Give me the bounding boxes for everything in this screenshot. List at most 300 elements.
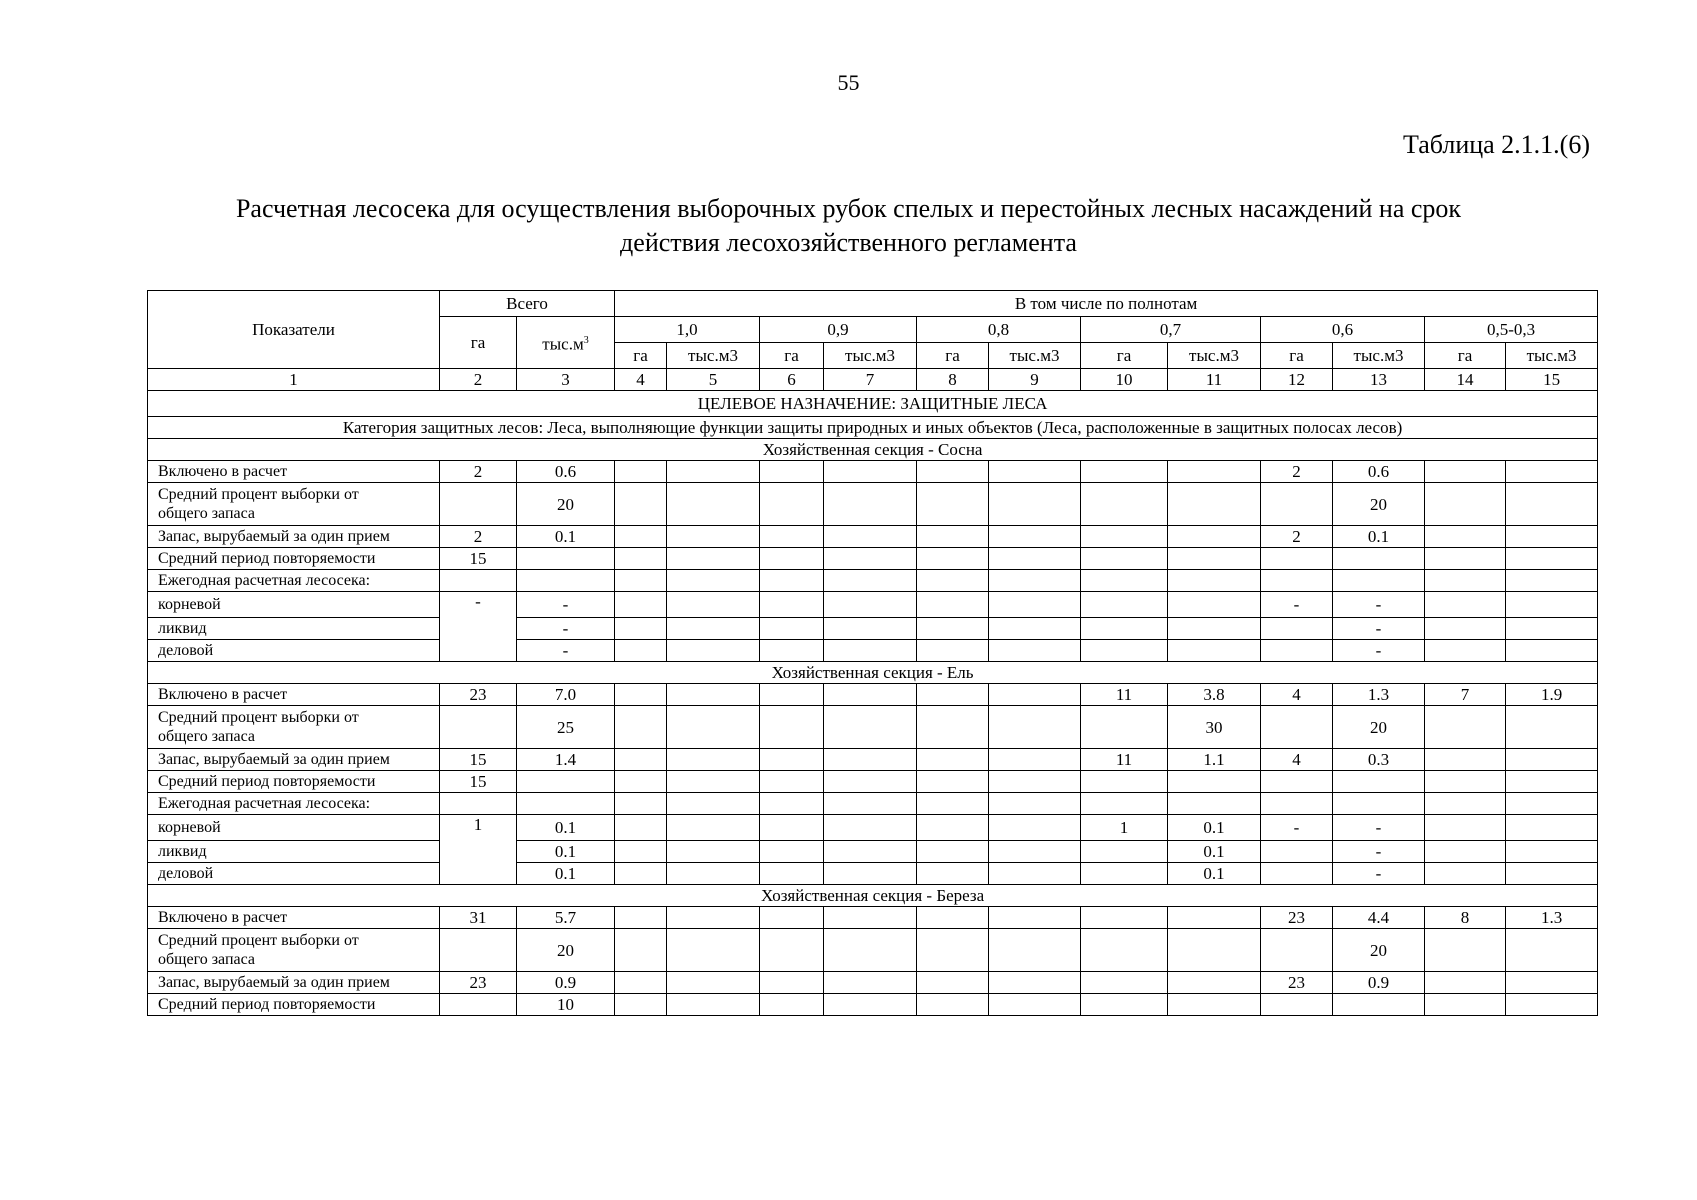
table-cell (667, 526, 760, 548)
table-cell: 0.3 (1333, 749, 1425, 771)
row-label: деловой (148, 640, 440, 662)
table-cell (917, 548, 989, 570)
table-row (148, 461, 1598, 483)
table-cell (1506, 771, 1598, 793)
table-cell (667, 640, 760, 662)
table-cell (615, 994, 667, 1016)
table-cell (667, 929, 760, 972)
table-cell: 0.1 (517, 815, 615, 841)
table-row (148, 863, 1598, 885)
table-cell (1168, 972, 1261, 994)
table-cell (824, 972, 917, 994)
table-cell (917, 994, 989, 1016)
title-line-2: действия лесохозяйственного регламента (620, 228, 1077, 257)
table-cell: 15 (440, 771, 517, 793)
row-label: корневой (148, 815, 440, 841)
table-cell (989, 684, 1081, 706)
density-label: 1,0 (615, 317, 760, 343)
table-cell (760, 570, 824, 592)
table-cell (1261, 706, 1333, 749)
table-cell: 31 (440, 907, 517, 929)
table-cell (824, 771, 917, 793)
table-cell (1506, 863, 1598, 885)
table-cell: - (1333, 841, 1425, 863)
table-cell (1425, 526, 1506, 548)
table-cell: 0.9 (517, 972, 615, 994)
table-row (148, 706, 1598, 749)
table-cell (917, 749, 989, 771)
table-cell (1333, 994, 1425, 1016)
table-cell (615, 706, 667, 749)
table-cell (667, 994, 760, 1016)
table-cell (917, 684, 989, 706)
table-cell (1506, 526, 1598, 548)
table-cell: 23 (440, 972, 517, 994)
table-cell (667, 749, 760, 771)
table-cell (824, 907, 917, 929)
table-cell (1081, 640, 1168, 662)
table-cell: - (1333, 863, 1425, 885)
table-cell: 8 (1425, 907, 1506, 929)
table-cell: 10 (517, 994, 615, 1016)
table-cell (1081, 972, 1168, 994)
table-row (148, 972, 1598, 994)
table-cell (1425, 618, 1506, 640)
row-label (148, 461, 440, 483)
header-total-ha: га (440, 317, 517, 369)
row-label-line: Средний процент выборки от (158, 486, 359, 503)
page-number: 55 (837, 70, 860, 95)
table-cell (1081, 841, 1168, 863)
row-label (148, 929, 440, 972)
row-label-line: Средний период повторяемости (158, 773, 376, 790)
table-cell (1425, 793, 1506, 815)
table-cell (667, 483, 760, 526)
table-cell: 0.1 (517, 841, 615, 863)
table-cell: 7 (1425, 684, 1506, 706)
table-cell (1081, 592, 1168, 618)
unit-ha: га (1081, 343, 1168, 369)
column-number: 9 (989, 369, 1081, 391)
table-cell (615, 684, 667, 706)
row-label (148, 706, 440, 749)
row-label-line: Включено в расчет (158, 463, 288, 480)
section-title: Хозяйственная секция - Сосна (148, 439, 1598, 461)
table-cell: 1 (1081, 815, 1168, 841)
table-cell (440, 929, 517, 972)
table-cell: 0.1 (517, 863, 615, 885)
column-number: 14 (1425, 369, 1506, 391)
table-cell (1333, 771, 1425, 793)
table-cell (760, 640, 824, 662)
table-cell (760, 841, 824, 863)
table-row (148, 793, 1598, 815)
section-row (148, 439, 1598, 461)
unit-ha: га (615, 343, 667, 369)
table-cell: 23 (1261, 972, 1333, 994)
table-cell: 4.4 (1333, 907, 1425, 929)
table-row (148, 640, 1598, 662)
density-label: 0,5-0,3 (1425, 317, 1598, 343)
table-cell (1425, 592, 1506, 618)
density-label: 0,7 (1081, 317, 1261, 343)
row-label-line: общего запаса (158, 505, 255, 522)
table-cell: 1.9 (1506, 684, 1598, 706)
table-cell (760, 929, 824, 972)
table-cell (824, 483, 917, 526)
table-cell (1081, 526, 1168, 548)
table-cell: - (1333, 815, 1425, 841)
table-cell (667, 815, 760, 841)
table-cell (989, 841, 1081, 863)
table-cell: 20 (1333, 483, 1425, 526)
table-cell: 0.9 (1333, 972, 1425, 994)
table-cell (667, 907, 760, 929)
table-cell (1506, 618, 1598, 640)
table-cell (989, 526, 1081, 548)
table-cell: 0.1 (517, 526, 615, 548)
table-cell (517, 570, 615, 592)
table-cell: 25 (517, 706, 615, 749)
row-label (148, 994, 440, 1016)
row-label (148, 483, 440, 526)
table-cell (917, 972, 989, 994)
column-number: 1 (148, 369, 440, 391)
table-cell: 2 (440, 526, 517, 548)
table-cell (760, 706, 824, 749)
table-cell (824, 526, 917, 548)
table-cell: 30 (1168, 706, 1261, 749)
table-cell (1506, 640, 1598, 662)
table-cell (760, 863, 824, 885)
table-cell (989, 929, 1081, 972)
table-cell: - (440, 592, 517, 662)
table-cell: - (517, 640, 615, 662)
table-label: Таблица 2.1.1.(6) (1402, 130, 1590, 159)
table-cell (760, 526, 824, 548)
table-row (148, 618, 1598, 640)
table-cell (824, 863, 917, 885)
table-cell (1168, 570, 1261, 592)
table-cell (917, 483, 989, 526)
table-cell (1168, 618, 1261, 640)
row-label: Ежегодная расчетная лесосека: (148, 570, 440, 592)
unit-ha: га (760, 343, 824, 369)
row-label-line: Средний процент выборки от (158, 932, 359, 949)
table-cell (1261, 570, 1333, 592)
unit-ha: га (917, 343, 989, 369)
title-line-1: Расчетная лесосека для осуществления выборочных рубок спелых и перестойных лесных насаждений на срок (235, 194, 1462, 223)
table-cell: 2 (1261, 461, 1333, 483)
table-cell (667, 548, 760, 570)
table-cell (824, 461, 917, 483)
table-cell (615, 793, 667, 815)
table-row (148, 994, 1598, 1016)
table-cell (615, 570, 667, 592)
table-cell (917, 592, 989, 618)
table-row (148, 907, 1598, 929)
table-cell (1506, 548, 1598, 570)
table-cell (917, 771, 989, 793)
table-cell: - (517, 592, 615, 618)
table-cell (440, 570, 517, 592)
unit-thous-m3: тыс.м3 (667, 343, 760, 369)
table-cell (1168, 548, 1261, 570)
table-cell (760, 994, 824, 1016)
table-row (148, 841, 1598, 863)
table-cell (1081, 618, 1168, 640)
allowable-cut-table (147, 290, 1598, 1016)
table-cell: 15 (440, 548, 517, 570)
table-cell (824, 592, 917, 618)
row-label-line: общего запаса (158, 951, 255, 968)
unit-thous-m3: тыс.м3 (1333, 343, 1425, 369)
section-title: Хозяйственная секция - Ель (148, 662, 1598, 684)
table-cell (760, 618, 824, 640)
table-cell (1506, 994, 1598, 1016)
table-cell (824, 548, 917, 570)
table-row (148, 815, 1598, 841)
table-cell: 1.3 (1333, 684, 1425, 706)
table-cell (824, 706, 917, 749)
table-cell (1506, 483, 1598, 526)
table-cell: 4 (1261, 749, 1333, 771)
table-cell: 1.3 (1506, 907, 1598, 929)
unit-thous-m3: тыс.м3 (824, 343, 917, 369)
table-cell (824, 640, 917, 662)
table-cell (615, 972, 667, 994)
table-cell (760, 483, 824, 526)
table-cell (917, 841, 989, 863)
table-cell (1506, 570, 1598, 592)
table-cell (917, 863, 989, 885)
table-cell (615, 863, 667, 885)
column-number: 15 (1506, 369, 1598, 391)
unit-thous-m3: тыс.м3 (1168, 343, 1261, 369)
table-cell (440, 706, 517, 749)
row-label (148, 972, 440, 994)
table-cell: 1 (440, 815, 517, 885)
table-cell (1333, 548, 1425, 570)
table-cell (1168, 907, 1261, 929)
table-cell (1261, 618, 1333, 640)
table-cell (1261, 863, 1333, 885)
table-cell (760, 592, 824, 618)
table-cell: 11 (1081, 749, 1168, 771)
table-cell (1425, 483, 1506, 526)
table-row (148, 592, 1598, 618)
table-cell: - (1261, 592, 1333, 618)
table-row (148, 570, 1598, 592)
table-cell (1081, 548, 1168, 570)
table-cell (1425, 771, 1506, 793)
table-row (148, 548, 1598, 570)
table-cell: 1.4 (517, 749, 615, 771)
table-cell (989, 907, 1081, 929)
table-cell (1333, 570, 1425, 592)
row-label-line: Средний период повторяемости (158, 996, 376, 1013)
table-cell (1506, 793, 1598, 815)
table-cell (1261, 640, 1333, 662)
table-cell (917, 793, 989, 815)
row-label: ликвид (148, 618, 440, 640)
table-cell (440, 483, 517, 526)
row-label: ликвид (148, 841, 440, 863)
unit-ha: га (1425, 343, 1506, 369)
row-label-line: Запас, вырубаемый за один прием (158, 974, 390, 991)
table-cell (1425, 972, 1506, 994)
row-label (148, 526, 440, 548)
table-cell (1506, 706, 1598, 749)
table-cell: 20 (1333, 706, 1425, 749)
table-row (148, 483, 1598, 526)
table-cell (1081, 483, 1168, 526)
table-cell: 23 (440, 684, 517, 706)
table-cell (1168, 526, 1261, 548)
table-cell (989, 706, 1081, 749)
table-cell: - (1333, 592, 1425, 618)
header-total-thous-m3: $тыс.м^3$ (517, 317, 615, 369)
table-cell (667, 570, 760, 592)
table-cell (989, 640, 1081, 662)
table-cell (989, 815, 1081, 841)
table-cell (824, 618, 917, 640)
table-cell (989, 548, 1081, 570)
table-row (148, 684, 1598, 706)
table-cell (760, 684, 824, 706)
header-by-density: В том числе по полнотам (615, 291, 1598, 317)
table-cell (1168, 483, 1261, 526)
table-cell (667, 618, 760, 640)
table-cell (989, 749, 1081, 771)
table-cell (615, 461, 667, 483)
table-cell: 5.7 (517, 907, 615, 929)
table-cell: 2 (1261, 526, 1333, 548)
table-cell (667, 706, 760, 749)
table-cell (824, 684, 917, 706)
table-cell (824, 749, 917, 771)
table-cell (615, 526, 667, 548)
table-cell (1168, 592, 1261, 618)
purpose-row: ЦЕЛЕВОЕ НАЗНАЧЕНИЕ: ЗАЩИТНЫЕ ЛЕСА (148, 391, 1598, 417)
table-cell (989, 793, 1081, 815)
table-cell: 20 (1333, 929, 1425, 972)
table-cell (615, 841, 667, 863)
table-cell (667, 592, 760, 618)
table-cell: 0.6 (517, 461, 615, 483)
column-number: 10 (1081, 369, 1168, 391)
row-label-line: Включено в расчет (158, 686, 288, 703)
table-cell (917, 526, 989, 548)
table-cell: 0.1 (1168, 815, 1261, 841)
table-cell (1261, 929, 1333, 972)
unit-thous-m3: тыс.м3 (989, 343, 1081, 369)
table-cell: 2 (440, 461, 517, 483)
table-cell (760, 907, 824, 929)
row-label-line: Запас, вырубаемый за один прием (158, 751, 390, 768)
table-cell: - (1333, 640, 1425, 662)
table-cell (824, 841, 917, 863)
table-cell (517, 548, 615, 570)
row-label: Ежегодная расчетная лесосека: (148, 793, 440, 815)
table-cell (917, 907, 989, 929)
column-number: 7 (824, 369, 917, 391)
row-label: корневой (148, 592, 440, 618)
header-indicators: Показатели (148, 291, 440, 369)
table-cell: - (517, 618, 615, 640)
table-cell (989, 570, 1081, 592)
header-total: Всего (440, 291, 615, 317)
table-cell (824, 793, 917, 815)
table-cell (1081, 929, 1168, 972)
table-cell (517, 793, 615, 815)
table-cell (1425, 929, 1506, 972)
table-cell (989, 483, 1081, 526)
table-cell: 15 (440, 749, 517, 771)
table-cell (1081, 771, 1168, 793)
table-cell (1333, 793, 1425, 815)
table-cell (1506, 972, 1598, 994)
table-cell (667, 684, 760, 706)
category-row: Категория защитных лесов: Леса, выполняющие функции защиты природных и иных объектов (Леса, расположенные в защитных полосах лесов) (148, 417, 1598, 439)
table-cell (760, 972, 824, 994)
table-cell (1506, 815, 1598, 841)
table-cell (615, 483, 667, 526)
table-cell (1425, 570, 1506, 592)
column-number: 3 (517, 369, 615, 391)
table-cell (989, 771, 1081, 793)
table-cell: 4 (1261, 684, 1333, 706)
document-title (160, 192, 1537, 260)
table-cell (1425, 640, 1506, 662)
table-cell (760, 771, 824, 793)
table-cell (667, 793, 760, 815)
row-label: деловой (148, 863, 440, 885)
table-cell (1081, 461, 1168, 483)
table-cell (667, 841, 760, 863)
table-cell (615, 929, 667, 972)
table-cell: - (1261, 815, 1333, 841)
table-cell (917, 706, 989, 749)
table-cell (1425, 815, 1506, 841)
unit-ha: га (1261, 343, 1333, 369)
table-cell (824, 929, 917, 972)
row-label (148, 548, 440, 570)
table-cell (1425, 548, 1506, 570)
table-cell (1261, 548, 1333, 570)
row-label-line: Запас, вырубаемый за один прием (158, 528, 390, 545)
table-cell (1081, 994, 1168, 1016)
table-cell (615, 907, 667, 929)
table-cell (1261, 994, 1333, 1016)
row-label (148, 749, 440, 771)
table-cell (824, 815, 917, 841)
density-label: 0,6 (1261, 317, 1425, 343)
table-cell (917, 618, 989, 640)
table-cell (917, 570, 989, 592)
row-label-line: общего запаса (158, 728, 255, 745)
column-number: 2 (440, 369, 517, 391)
table-cell (917, 929, 989, 972)
column-number: 5 (667, 369, 760, 391)
column-number: 8 (917, 369, 989, 391)
table-cell (615, 749, 667, 771)
table-cell (760, 548, 824, 570)
table-cell (440, 793, 517, 815)
table-cell (615, 640, 667, 662)
density-label: 0,8 (917, 317, 1081, 343)
table-cell: 20 (517, 929, 615, 972)
